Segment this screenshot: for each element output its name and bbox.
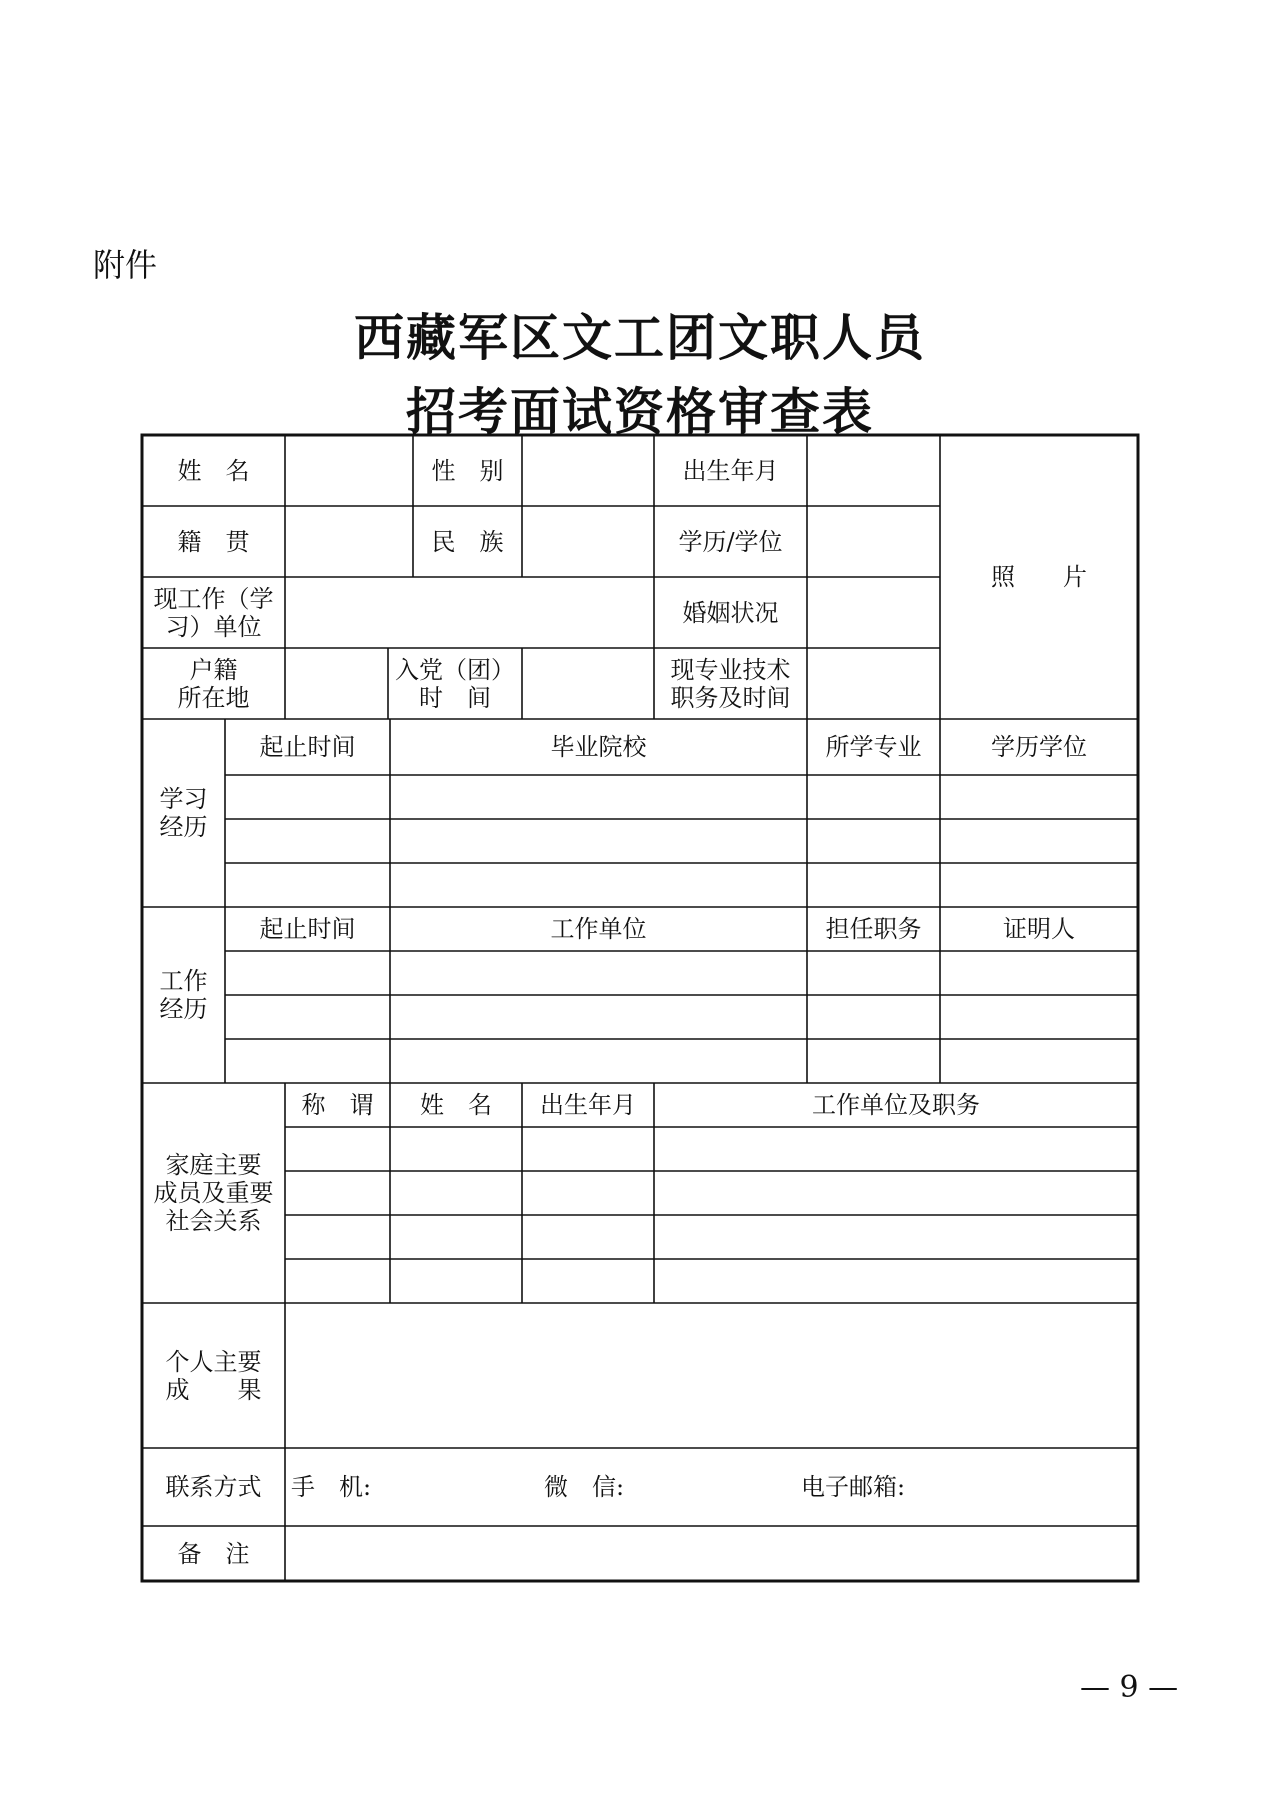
contact-label: 联系方式 bbox=[165, 1473, 262, 1501]
native-place-field[interactable] bbox=[285, 506, 413, 577]
phone-field[interactable]: 手 机: bbox=[291, 1473, 372, 1501]
native-place-label: 籍 贯 bbox=[177, 527, 250, 556]
education-degree-field[interactable] bbox=[807, 506, 940, 577]
form-title-line1: 西藏军区文工团文职人员 bbox=[354, 308, 926, 367]
form-title-line2: 招考面试资格审查表 bbox=[406, 382, 874, 441]
gender-label: 性 别 bbox=[431, 456, 504, 485]
work-unit-label: 现工作（学 习）单位 bbox=[153, 584, 274, 641]
family-header-name: 姓 名 bbox=[420, 1091, 492, 1119]
study-header-period: 起止时间 bbox=[259, 733, 356, 761]
work-header-period: 起止时间 bbox=[259, 915, 356, 943]
study-header-school: 毕业院校 bbox=[550, 733, 647, 761]
annex-label: 附件 bbox=[93, 246, 158, 284]
achievements-label: 个人主要 成 果 bbox=[165, 1347, 262, 1404]
party-join-field[interactable] bbox=[522, 648, 654, 719]
photo-box[interactable]: 照 片 bbox=[991, 563, 1087, 591]
household-field[interactable] bbox=[285, 648, 388, 719]
family-header-birth: 出生年月 bbox=[540, 1091, 636, 1119]
family-header-relation: 称 谓 bbox=[301, 1091, 374, 1119]
work-header-unit: 工作单位 bbox=[550, 915, 647, 943]
marital-status-field[interactable] bbox=[807, 577, 940, 648]
page-number: — 9 — bbox=[1080, 1670, 1179, 1705]
name-label: 姓 名 bbox=[177, 456, 250, 485]
gender-field[interactable] bbox=[522, 435, 654, 506]
name-field[interactable] bbox=[285, 435, 413, 506]
birth-field[interactable] bbox=[807, 435, 940, 506]
study-header-major: 所学专业 bbox=[825, 733, 922, 761]
work-unit-field[interactable] bbox=[285, 577, 654, 648]
household-label: 户籍 所在地 bbox=[177, 655, 250, 712]
study-section-label: 学习 经历 bbox=[159, 785, 208, 841]
work-section-label: 工作 经历 bbox=[159, 967, 208, 1023]
party-join-label: 入党（团） 时 间 bbox=[395, 655, 515, 712]
email-field[interactable]: 电子邮箱: bbox=[801, 1473, 906, 1501]
remarks-label: 备 注 bbox=[177, 1539, 250, 1568]
title-post-field[interactable] bbox=[807, 648, 940, 719]
wechat-field[interactable]: 微 信: bbox=[544, 1473, 625, 1501]
achievements-field[interactable] bbox=[285, 1303, 1138, 1448]
study-header-degree: 学历学位 bbox=[991, 733, 1087, 761]
marital-status-label: 婚姻状况 bbox=[682, 598, 779, 627]
family-section-label: 家庭主要 成员及重要 社会关系 bbox=[153, 1151, 274, 1235]
education-degree-label: 学历/学位 bbox=[678, 527, 783, 556]
work-header-witness: 证明人 bbox=[1003, 915, 1075, 943]
title-post-label: 现专业技术 职务及时间 bbox=[670, 655, 791, 712]
work-header-position: 担任职务 bbox=[825, 915, 922, 943]
remarks-field[interactable] bbox=[285, 1526, 1138, 1581]
ethnicity-field[interactable] bbox=[522, 506, 654, 577]
family-header-unit: 工作单位及职务 bbox=[812, 1091, 980, 1119]
ethnicity-label: 民 族 bbox=[431, 527, 504, 556]
birth-label: 出生年月 bbox=[682, 456, 779, 485]
